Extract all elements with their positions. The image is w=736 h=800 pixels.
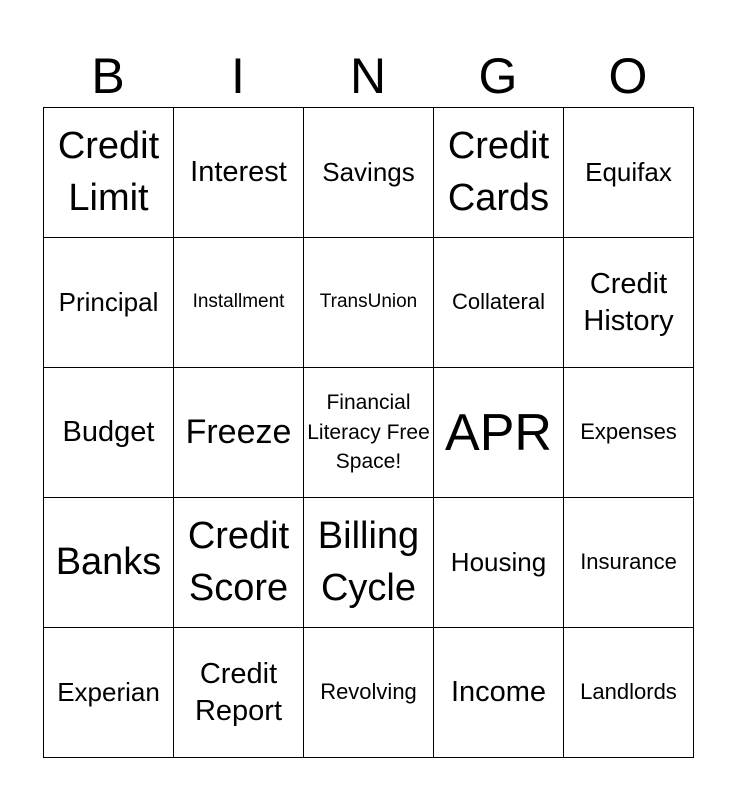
header-letter-n: N: [349, 48, 387, 104]
bingo-cell-free-space[interactable]: [304, 368, 434, 498]
bingo-cell-landlords[interactable]: [564, 628, 694, 758]
cell-label: Credit Cards: [447, 125, 550, 219]
bingo-cell-interest[interactable]: [174, 108, 304, 238]
bingo-cell-credit-history[interactable]: [564, 238, 694, 368]
header-letter-o: O: [608, 48, 648, 104]
cell-label: Banks: [55, 540, 162, 583]
cell-label: Housing: [450, 546, 547, 577]
cell-label: Landlords: [580, 679, 677, 705]
bingo-cell-billing-cycle[interactable]: [304, 498, 434, 628]
bingo-header: [43, 46, 693, 106]
bingo-cell-credit-cards[interactable]: [434, 108, 564, 238]
cell-label: Credit History: [583, 268, 674, 337]
cell-label: Collateral: [452, 289, 545, 315]
cell-label: Interest: [190, 156, 287, 189]
cell-label: Income: [450, 676, 547, 709]
bingo-cell-principal[interactable]: [44, 238, 174, 368]
cell-label: Freeze: [185, 413, 292, 452]
header-letter-b: B: [91, 48, 125, 104]
cell-label: Expenses: [580, 419, 677, 445]
bingo-cell-insurance[interactable]: [564, 498, 694, 628]
bingo-cell-equifax[interactable]: [564, 108, 694, 238]
cell-label: Revolving: [320, 679, 417, 705]
bingo-cell-credit-score[interactable]: [174, 498, 304, 628]
bingo-cell-credit-limit[interactable]: [44, 108, 174, 238]
cell-label: APR: [445, 403, 552, 462]
cell-label: Equifax: [585, 156, 672, 187]
bingo-cell-revolving[interactable]: [304, 628, 434, 758]
bingo-cell-credit-report[interactable]: [174, 628, 304, 758]
cell-label: Insurance: [580, 549, 677, 575]
bingo-cell-experian[interactable]: [44, 628, 174, 758]
cell-label: Credit Score: [187, 515, 290, 609]
cell-label: Billing Cycle: [317, 515, 420, 609]
cell-label: Experian: [57, 676, 160, 707]
cell-label: Credit Report: [194, 658, 283, 727]
cell-label: Installment: [192, 291, 285, 313]
bingo-cell-expenses[interactable]: [564, 368, 694, 498]
bingo-cell-freeze[interactable]: [174, 368, 304, 498]
bingo-cell-transunion[interactable]: [304, 238, 434, 368]
cell-label: Financial Literacy Free Space!: [307, 391, 430, 474]
bingo-cell-installment[interactable]: [174, 238, 304, 368]
cell-label: Savings: [322, 156, 415, 187]
bingo-cell-savings[interactable]: [304, 108, 434, 238]
bingo-cell-collateral[interactable]: [434, 238, 564, 368]
bingo-cell-apr[interactable]: [434, 368, 564, 498]
cell-label: Credit Limit: [57, 125, 160, 219]
header-letter-i: I: [231, 48, 245, 104]
header-letter-g: G: [478, 48, 518, 104]
bingo-cell-banks[interactable]: [44, 498, 174, 628]
cell-label: Principal: [58, 286, 159, 317]
bingo-cell-housing[interactable]: [434, 498, 564, 628]
cell-label: Budget: [62, 416, 155, 449]
bingo-cell-income[interactable]: [434, 628, 564, 758]
bingo-cell-budget[interactable]: [44, 368, 174, 498]
bingo-board: [43, 107, 694, 758]
cell-label: TransUnion: [319, 291, 418, 313]
